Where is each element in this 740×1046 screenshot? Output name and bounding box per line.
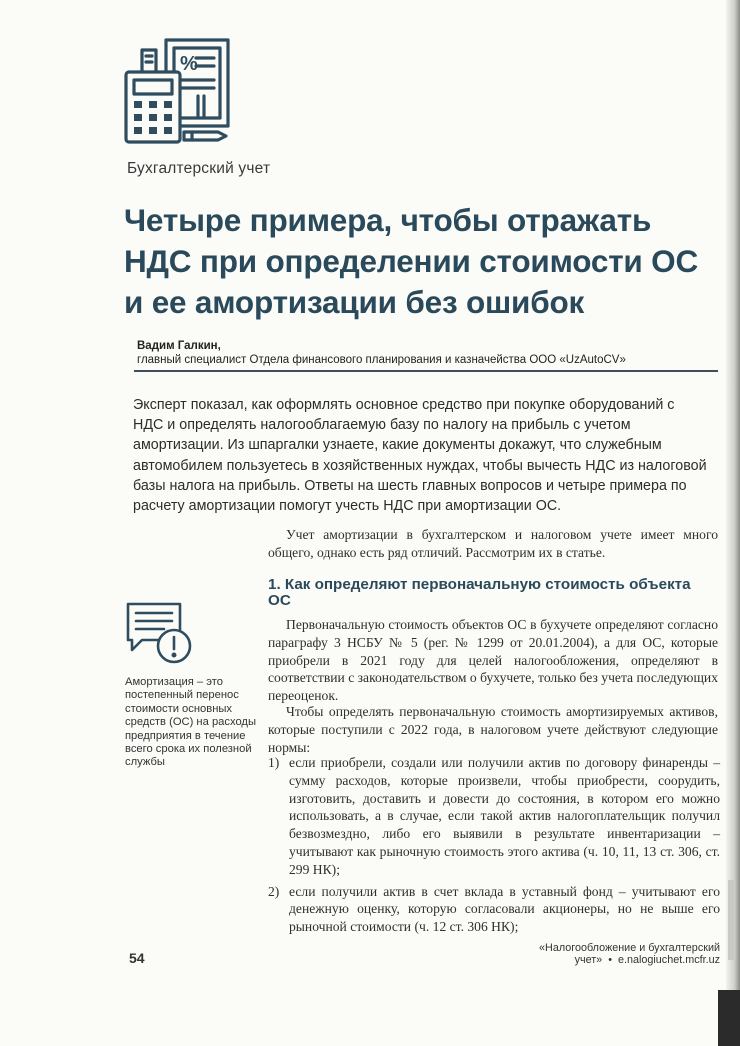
message-alert-icon: [124, 600, 196, 668]
footer-site: e.nalogiuchet.mcfr.uz: [617, 954, 720, 966]
accounting-calculator-documents-icon: [122, 36, 234, 148]
list-item-text: если получили актив в счет вклада в уставный фонд – учитывают его денежную оценку, которую согласовали акционеры, но не выше его рыночной стоимости (ч. 12 ст. 306 НК);: [289, 883, 720, 935]
list-item-text: если приобрели, создали или получили актив по договору финаренды – сумму расходов, которые произвели, чтобы приобрести, соорудить, изготовить, доставить и довести до состояния, в котором его можно использовать, а в случае, если такой актив налогоплательщик получил безвозмездно, либо его выявили в результате инвентаризации – учитывают как рыночную стоимость этого актива (ч. 10, 11, 13 ст. 306, ст. 299 НК);: [289, 755, 720, 877]
author-name: Вадим Галкин,: [137, 340, 221, 352]
scan-corner-shadow: [718, 990, 740, 1046]
list-item-number: 1): [268, 755, 280, 770]
list-item-number: 2): [268, 883, 280, 899]
author-divider: [134, 370, 718, 372]
section-label: Бухгалтерский учет: [127, 160, 271, 177]
author-position: главный специалист Отдела финансового планирования и казначейства ООО «UzAutoCV»: [137, 354, 626, 366]
author-block: [137, 339, 626, 367]
intro-paragraph: Учет амортизации в бухгалтерском и налоговом учете имеет много общего, однако есть ряд отличий. Рассмотрим их в статье.: [268, 527, 718, 560]
footer: [410, 942, 720, 966]
article-title: Четыре примера, чтобы отражать НДС при определении стоимости ОС и ее амортизации без ошибок: [124, 202, 698, 320]
footer-magazine: «Налогообложение и бухгалтерский учет»: [539, 942, 720, 966]
body-paragraph-1: Первоначальную стоимость объектов ОС в бухучете определяют согласно параграфу 3 НСБУ № 5 (рег. № 1299 от 20.01.2004), а для ОС, которые приобрели в 2021 году для целей налогообложения, определяют в соответствии с законодательством о бухучете, только без учета последующих переоценок.: [268, 617, 718, 704]
rules-list: [268, 754, 720, 940]
list-item: [268, 754, 720, 879]
body-paragraph-2: Чтобы определять первоначальную стоимость амортизируемых активов, которые поступили с 2022 года, в налоговом учете действуют следующие нормы:: [268, 704, 718, 755]
svg-text:%: %: [180, 53, 198, 75]
page-number: 54: [129, 950, 145, 966]
sidebar-note: Амортизация – это постепенный перенос стоимости основных средств (ОС) на расходы предприятия в течение всего срока их полезной службы: [125, 676, 256, 769]
footer-separator: •: [608, 954, 612, 966]
section-heading: 1. Как определяют первоначальную стоимость объекта ОС: [268, 576, 691, 609]
list-item: [268, 883, 720, 936]
lead-paragraph: Эксперт показал, как оформлять основное средство при покупке оборудований с НДС и определять налогооблагаемую базу по налогу на прибыль с учетом амортизации. Из шпаргалки узнаете, какие документы докажут, что служебным автомобилем пользуетесь в хозяйственных нуждах, чтобы вычесть НДС из налоговой базы налога на прибыль. Ответы на шесть главных вопросов и четыре примера по расчету амортизации помогут учесть НДС при амортизации ОС.: [133, 397, 707, 515]
scan-edge-mark: [728, 880, 734, 960]
